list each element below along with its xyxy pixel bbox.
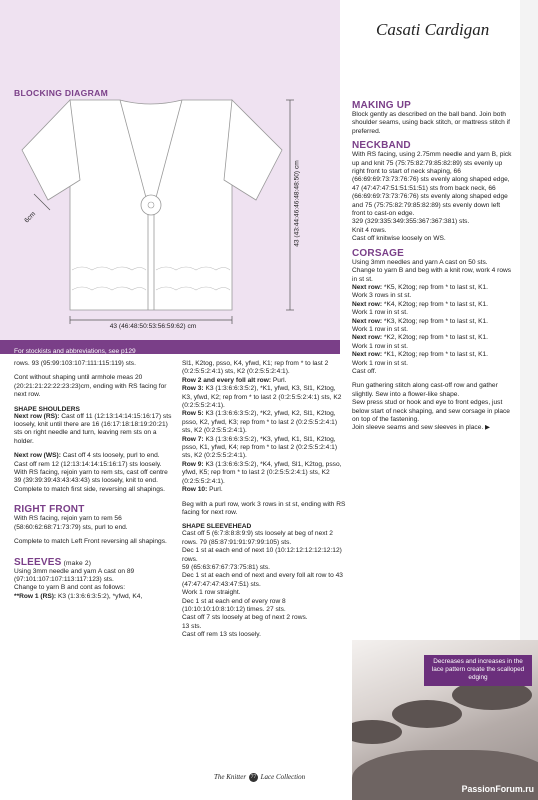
instruction-body: Cast off 4 sts loosely, purl to end. — [60, 452, 160, 460]
instruction-text — [14, 452, 172, 460]
width-dimension-label: 43 (46:48:50:53:56:59:62) cm — [109, 323, 197, 330]
instruction-label: Next row: — [352, 300, 383, 308]
instruction-body: Complete to match first side, reversing all shapings. — [14, 485, 165, 493]
page-title: Casati Cardigan — [376, 20, 490, 39]
instruction-body: Cast off 11 (12:13:14:14:15:16:17) sts loosely, knit until there are 16 (16:17:18:18:19:20:21) sts on right needle and turn, leaving rem sts on a holder. — [14, 412, 172, 445]
instruction-body: 59 (65:63:67:67:73:75:81) sts. — [182, 563, 270, 571]
instruction-body: Work 1 row in st st. — [352, 359, 408, 367]
instruction-body: Work 3 rows in st st. — [352, 292, 412, 300]
instruction-body: Using 3mm needle and yarn A cast on 89 (97:101:107:107:113:117:123) sts. — [14, 567, 135, 583]
instruction-text — [14, 538, 172, 546]
instruction-body: Cast off 5 (6:7:8:8:8:9:9) sts loosely at beg of next 2 rows. 79 (85:87:91:91:97:99:105) sts. — [182, 530, 333, 546]
instruction-label: Row 5: — [182, 410, 204, 418]
instruction-body: Block gently as described on the ball band. Join both shoulder seams, using back stitch, or mattress stitch if preferred. — [352, 111, 510, 135]
instruction-body: Purl. — [271, 376, 287, 384]
instruction-label: Next row: — [352, 283, 383, 291]
instruction-text — [352, 227, 514, 235]
instruction-text — [352, 399, 514, 424]
instruction-text — [182, 461, 346, 486]
instruction-text — [14, 593, 172, 601]
instruction-text — [352, 292, 514, 300]
instruction-text — [14, 584, 172, 592]
instruction-body: Beg with a purl row, work 3 rows in st st, ending with RS facing for next row. — [182, 500, 346, 516]
spacer — [14, 494, 172, 500]
section-heading-note: (make 2) — [61, 559, 92, 567]
instruction-text — [182, 631, 346, 639]
section-heading — [352, 140, 514, 151]
instruction-text — [352, 351, 514, 359]
instruction-body: Knit 4 rows. — [352, 226, 387, 234]
instruction-text — [14, 360, 172, 368]
instruction-body: K3 (1:3:6:6:3:5:2), *K1, yfwd, K3, Sl1, K2tog, K3, yfwd, K2; rep from * to last 2 (0:2:5:5:2:4:1) sts, K2 (0:2:5:5:2:4:1). — [182, 385, 342, 410]
instruction-body: K3 (1:3:6:6:3:5:2), *K3, yfwd, K1, Sl1, K2tog, psso, K1, yfwd, K4; rep from * to last 2 (0:2:5:5:2:4:1) sts, K2 (0:2:5:5:2:4:1). — [182, 435, 338, 460]
page-footer — [214, 773, 305, 782]
instruction-body: Cont without shaping until armhole meas 20 (20:21:21:22:22:23:23)cm, ending with RS facing for next row. — [14, 374, 167, 399]
instruction-body: With RS facing, rejoin yarn to rem sts, cast off centre 39 (39:39:39:43:43:43:43) sts loosely, knit to end. — [14, 469, 168, 485]
blocking-diagram-panel — [0, 0, 340, 340]
instruction-label: Next row (WS): — [14, 452, 61, 460]
instruction-body: K3 (1:3:6:6:3:5:2), *K4, yfwd, Sl1, K2tog, psso, yfwd, K5; rep from * to last 2 (0:2:5:5:2:4:1) sts, K2 (0:2:5:5:2:4:1). — [182, 460, 342, 485]
instruction-text — [182, 614, 346, 622]
instruction-text — [182, 598, 346, 615]
instruction-body: With RS facing, rejoin yarn to rem 56 (58:60:62:68:71:73:79) sts, purl to end. — [14, 515, 128, 531]
instruction-text — [352, 309, 514, 317]
sleeve-length-label: 6cm — [23, 210, 38, 225]
instruction-body: Work 1 row in st st. — [352, 325, 408, 333]
instruction-body: Work 1 row in st st. — [352, 309, 408, 317]
instruction-body: With RS facing, using 2.75mm needle and yarn B, pick up and knit 75 (75:75:82:79:85:82:89) sts evenly up right front to start of neck shaping, 66 (66:69:69:73:73:76:76) sts evenly along shaped edge, 47 (47:47:47:51:51:51:51) sts from back neck, 66 (66:69:69:73:73:76:76) sts evenly along shaped edge and 75 (75:75:82:79:85:82:89) sts evenly down left front to cast-on edge. — [352, 151, 512, 218]
instruction-body: Work 1 row straight. — [182, 589, 241, 597]
instruction-body: 13 sts. — [182, 622, 202, 630]
instruction-label: Row 10: — [182, 486, 208, 494]
instruction-text — [182, 360, 346, 377]
instruction-label: Next row: — [352, 317, 383, 325]
instruction-body: *K2, K2tog; rep from * to last st, K1. — [382, 334, 488, 342]
instruction-text — [14, 469, 172, 486]
instruction-body: Dec 1 st at each end of next 10 (10:12:12:12:12:12:12) rows. — [182, 547, 342, 563]
instruction-body: 329 (329:335:349:355:367:367:381) sts. — [352, 218, 470, 226]
subheading: SHAPE SHOULDERS — [14, 405, 80, 413]
instruction-text — [14, 486, 172, 494]
section-heading-text: NECKBAND — [352, 140, 411, 152]
instruction-text — [182, 530, 346, 547]
instruction-text — [352, 360, 514, 368]
instruction-text — [182, 410, 346, 435]
stockists-text: For stockists and abbreviations, see p129 — [14, 348, 136, 355]
instruction-text — [352, 318, 514, 326]
section-heading — [14, 504, 172, 515]
instruction-body: rows. 93 (95:99:103:107:111:115:119) sts. — [14, 360, 136, 367]
instruction-label: **Row 1 (RS): — [14, 592, 57, 600]
instruction-text — [352, 218, 514, 226]
instruction-label: Row 2 and every foll alt row: — [182, 376, 272, 384]
column-1 — [14, 360, 172, 601]
instruction-label: Next row: — [352, 334, 383, 342]
section-heading-text: MAKING UP — [352, 100, 412, 111]
instruction-text — [182, 564, 346, 572]
diagram-heading: BLOCKING DIAGRAM — [14, 88, 109, 98]
instruction-label: Row 3: — [182, 385, 204, 393]
instruction-text — [182, 436, 346, 461]
instruction-text — [352, 334, 514, 342]
instruction-text — [182, 385, 346, 410]
instruction-text — [14, 461, 172, 469]
stockists-bar — [0, 340, 340, 354]
section-heading-text: CORSAGE — [352, 247, 404, 259]
cardigan-diagram — [0, 0, 340, 340]
instruction-text — [182, 572, 346, 589]
instruction-text — [352, 259, 514, 267]
photo-caption: Decreases and increases in the lace pattern create the scalloped edging — [424, 655, 532, 686]
instruction-body: *K3, K2tog; rep from * to last st, K1. — [382, 317, 488, 325]
instruction-text — [182, 589, 346, 597]
instruction-body: Join sleeve seams and sew sleeves in place. ▶ — [352, 424, 491, 432]
instruction-body: Dec 1 st at each end of every row 8 (10:10:10:10:8:10:12) times. 27 sts. — [182, 597, 286, 613]
section-heading-text: RIGHT FRONT — [14, 504, 85, 516]
instruction-body: Sl1, K2tog, psso, K4, yfwd, K1; rep from * to last 2 (0:2:5:5:2:4:1) sts, K2 (0:2:5:5:2:4:1). — [182, 360, 329, 376]
instruction-text — [182, 501, 346, 518]
footer-collection: Lace Collection — [260, 773, 306, 782]
instruction-body: Dec 1 st at each end of next and every foll alt row to 43 (47:47:47:47:43:47:51) sts. — [182, 572, 343, 588]
column-2 — [182, 360, 346, 640]
instruction-body: Cast off rem 12 (12:13:14:14:15:16:17) sts loosely. — [14, 460, 162, 468]
instruction-body: Work 1 row in st st. — [352, 342, 408, 350]
instruction-body: Cast off. — [352, 367, 377, 375]
instruction-label: Row 7: — [182, 435, 204, 443]
column-3 — [352, 96, 514, 433]
instruction-text — [352, 368, 514, 376]
instruction-text — [352, 301, 514, 309]
subheading: SHAPE SLEEVEHEAD — [182, 523, 252, 531]
instruction-body: Cast off knitwise loosely on WS. — [352, 235, 446, 243]
instruction-text — [182, 377, 346, 385]
length-dimension-label: 43 (43:44:46:46:48:48:50) cm — [293, 160, 301, 247]
instruction-text — [352, 111, 514, 136]
section-heading — [14, 557, 172, 568]
instruction-body: Sew press stud or hook and eye to front edges, just below start of neck shaping, and sew corsage in place on top of the fastening. — [352, 399, 510, 423]
instruction-body: K3 (1:3:6:6:3:5:2), *yfwd, K4, — [56, 592, 143, 600]
instruction-body: Using 3mm needles and yarn A cast on 50 sts. — [352, 258, 488, 266]
section-heading — [352, 248, 514, 259]
instruction-label: Next row (RS): — [14, 412, 60, 420]
instruction-label: Row 9: — [182, 460, 204, 468]
spacer — [14, 547, 172, 553]
instruction-text — [352, 235, 514, 243]
instruction-body: *K4, K2tog; rep from * to last st, K1. — [382, 300, 488, 308]
instruction-body: *K5, K2tog; rep from * to last st, K1. — [382, 283, 488, 291]
instruction-body: Purl. — [207, 486, 223, 494]
instruction-text — [182, 547, 346, 564]
instruction-body: Complete to match Left Front reversing all shapings. — [14, 538, 167, 546]
instruction-text — [352, 326, 514, 334]
instruction-text — [14, 515, 172, 532]
instruction-text — [182, 623, 346, 631]
instruction-body: Change to yarn B and beg with a knit row, work 4 rows in st st. — [352, 267, 512, 283]
instruction-text — [14, 568, 172, 585]
instruction-body: K3 (1:3:6:6:3:5:2), *K2, yfwd, K2, Sl1, K2tog, psso, K2, yfwd, K3; rep from * to last 2 (0:2:5:5:2:4:1) sts, K2 (0:2:5:5:2:4:1). — [182, 410, 338, 435]
section-heading — [352, 100, 514, 111]
margin-strip — [520, 0, 538, 640]
instruction-text — [182, 486, 346, 494]
footer-magazine: The Knitter — [214, 773, 247, 782]
page-number: 77 — [250, 774, 257, 780]
instruction-body: *K1, K2tog; rep from * to last st, K1. — [382, 351, 488, 359]
instruction-body: Cast off 7 sts loosely at beg of next 2 rows. — [182, 614, 308, 622]
instruction-text — [14, 374, 172, 399]
instruction-label: Next row: — [352, 351, 383, 359]
instruction-text — [352, 284, 514, 292]
instruction-text — [352, 151, 514, 218]
section-heading-text: SLEEVES — [14, 556, 62, 568]
watermark: PassionForum.ru — [461, 784, 534, 794]
instruction-text — [352, 343, 514, 351]
instruction-body: Cast off rem 13 sts loosely. — [182, 631, 261, 639]
instruction-text — [14, 413, 172, 447]
instruction-text — [352, 424, 514, 432]
instruction-text — [352, 382, 514, 399]
instruction-text — [352, 267, 514, 284]
instruction-body: Change to yarn B and cont as follows: — [14, 584, 126, 592]
instruction-body: Run gathering stitch along cast-off row and gather slightly. Sew into a flower-like shape. — [352, 382, 498, 398]
